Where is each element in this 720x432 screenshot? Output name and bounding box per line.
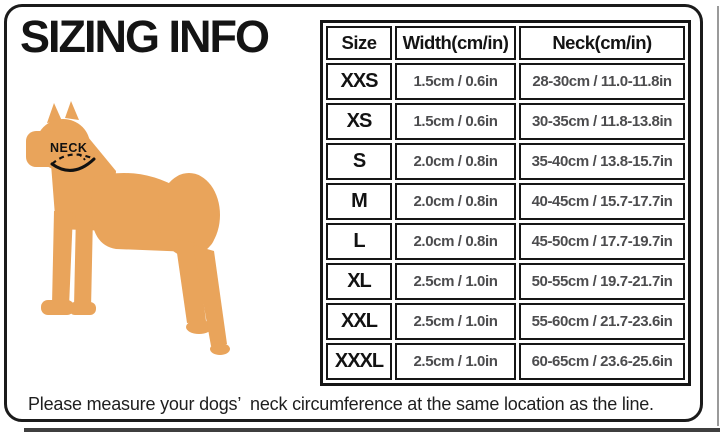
width-cell: 2.0cm / 0.8in <box>395 183 516 220</box>
size-cell: XXXL <box>326 343 392 380</box>
dog-front-leg-2 <box>74 213 93 309</box>
table-row <box>326 103 685 140</box>
size-cell: S <box>326 143 392 180</box>
dog-front-paw-2 <box>69 302 96 315</box>
dog-rear-paw-2 <box>210 343 230 355</box>
width-cell: 2.5cm / 1.0in <box>395 263 516 300</box>
table-row <box>326 63 685 100</box>
table-row <box>326 183 685 220</box>
header-size: Size <box>326 26 392 60</box>
neck-cell: 55-60cm / 21.7-23.6in <box>519 303 685 340</box>
neck-cell: 60-65cm / 23.6-25.6in <box>519 343 685 380</box>
dog-front-leg <box>52 211 73 307</box>
page-title: SIZING INFO <box>20 11 268 62</box>
photo-edge-bottom-line <box>24 428 720 432</box>
neck-cell: 50-55cm / 19.7-21.7in <box>519 263 685 300</box>
width-cell: 2.5cm / 1.0in <box>395 303 516 340</box>
table-header-row <box>326 26 685 60</box>
sizing-table <box>320 20 691 386</box>
neck-cell: 40-45cm / 15.7-17.7in <box>519 183 685 220</box>
dog-ear-right <box>65 101 79 120</box>
neck-cell: 30-35cm / 11.8-13.8in <box>519 103 685 140</box>
neck-cell: 35-40cm / 13.8-15.7in <box>519 143 685 180</box>
size-cell: XL <box>326 263 392 300</box>
size-cell: XXS <box>326 63 392 100</box>
header-width: Width(cm/in) <box>395 26 516 60</box>
dog-illustration <box>24 101 231 359</box>
size-cell: L <box>326 223 392 260</box>
dog-diagram <box>24 101 231 359</box>
width-cell: 2.0cm / 0.8in <box>395 143 516 180</box>
table-row <box>326 303 685 340</box>
photo-edge-right-line <box>717 6 719 426</box>
width-cell: 1.5cm / 0.6in <box>395 63 516 100</box>
table-row <box>326 143 685 180</box>
neck-cell: 45-50cm / 17.7-19.7in <box>519 223 685 260</box>
table-row <box>326 343 685 380</box>
table-row <box>326 223 685 260</box>
neck-label: NECK <box>50 141 88 155</box>
size-cell: XXL <box>326 303 392 340</box>
table-row <box>326 263 685 300</box>
size-cell: XS <box>326 103 392 140</box>
neck-cell: 28-30cm / 11.0-11.8in <box>519 63 685 100</box>
width-cell: 2.5cm / 1.0in <box>395 343 516 380</box>
width-cell: 1.5cm / 0.6in <box>395 103 516 140</box>
dog-silhouette <box>26 101 230 355</box>
footer-note: Please measure your dogs’ neck circumference at the same location as the line. <box>28 394 654 414</box>
width-cell: 2.0cm / 0.8in <box>395 223 516 260</box>
header-neck: Neck(cm/in) <box>519 26 685 60</box>
size-cell: M <box>326 183 392 220</box>
